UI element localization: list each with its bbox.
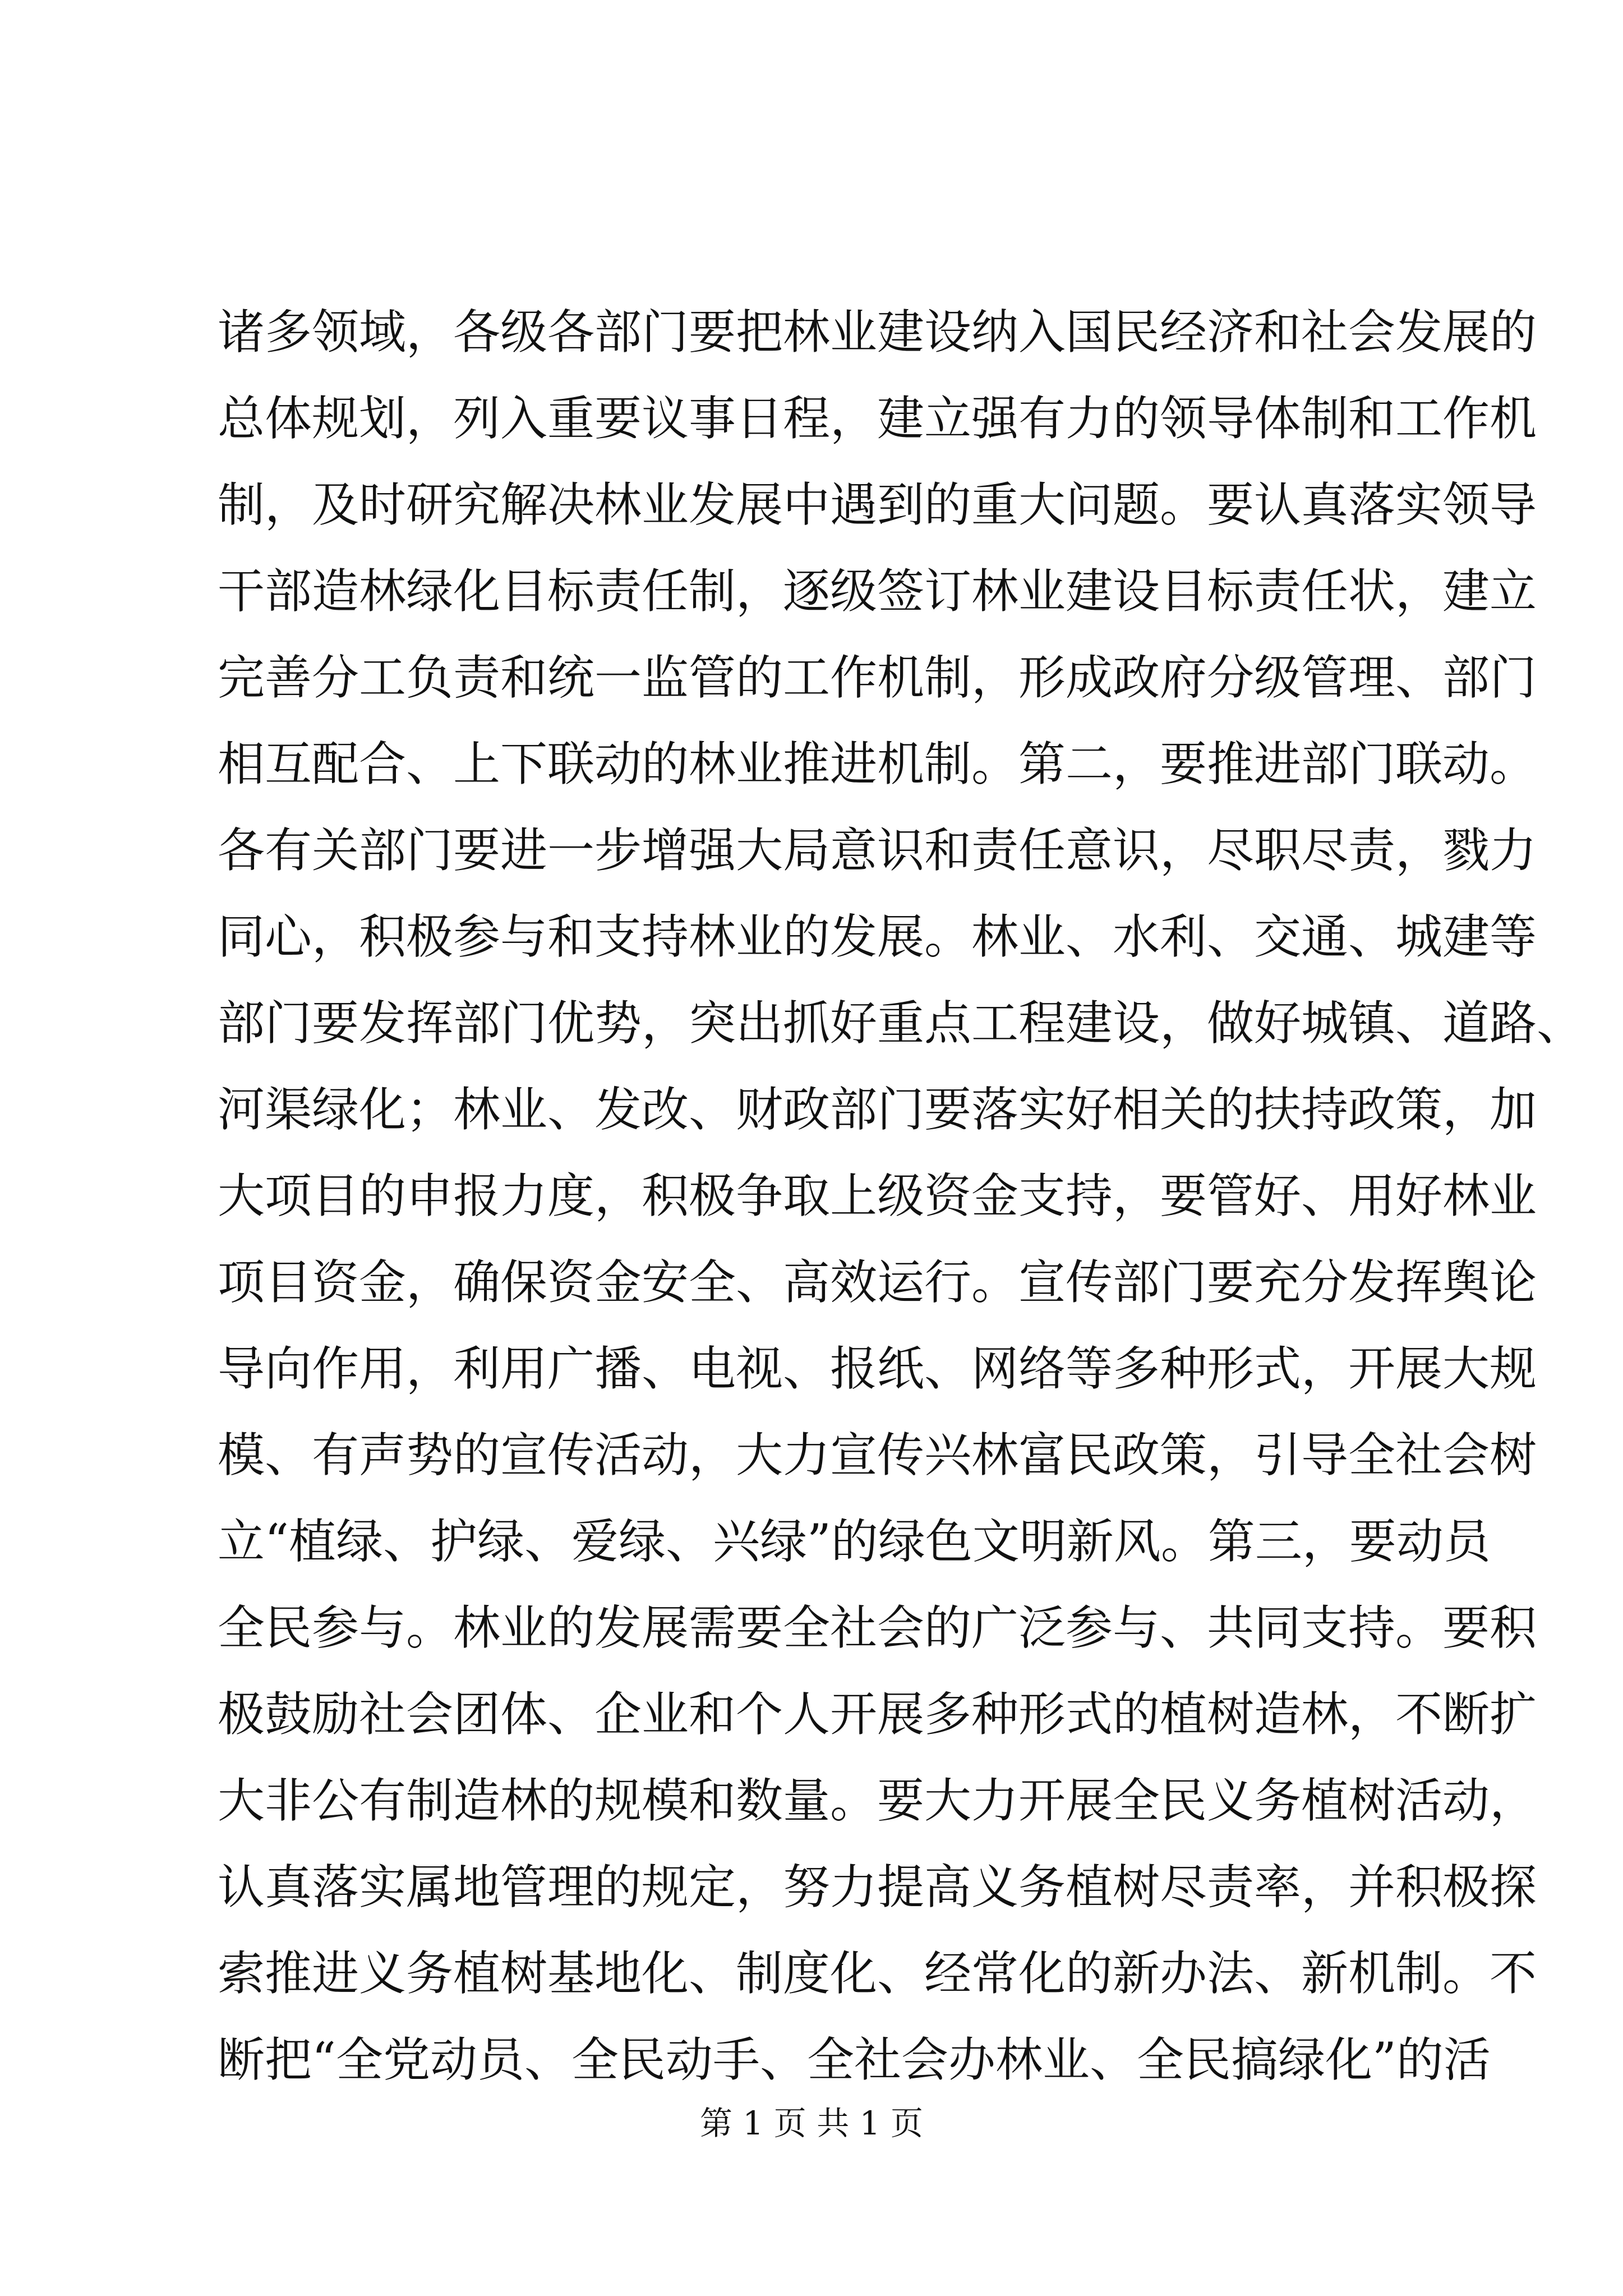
text-line: 全民参与。林业的发展需要全社会的广泛参与、共同支持。要积 bbox=[218, 1600, 1537, 1655]
text-line: 完善分工负责和统一监管的工作机制，形成政府分级管理、部门 bbox=[218, 650, 1537, 705]
text-line: 同心，积极参与和支持林业的发展。林业、水利、交通、城建等 bbox=[218, 909, 1537, 964]
text-line: 部门要发挥部门优势，突出抓好重点工程建设，做好城镇、道路、 bbox=[218, 996, 1584, 1051]
text-line: 各有关部门要进一步增强大局意识和责任意识，尽职尽责，戮力 bbox=[218, 823, 1537, 878]
text-line: 索推进义务植树基地化、制度化、经常化的新办法、新机制。不 bbox=[218, 1946, 1537, 2001]
body-text bbox=[218, 289, 1584, 2103]
text-line: 极鼓励社会团体、企业和个人开展多种形式的植树造林，不断扩 bbox=[218, 1687, 1537, 1742]
text-line: 制，及时研究解决林业发展中遇到的重大问题。要认真落实领导 bbox=[218, 477, 1537, 532]
text-line: 诸多领域，各级各部门要把林业建设纳入国民经济和社会发展的 bbox=[218, 305, 1537, 360]
text-line: 立“植绿、护绿、爱绿、兴绿”的绿色文明新风。第三，要动员 bbox=[218, 1514, 1491, 1569]
text-line: 干部造林绿化目标责任制，逐级签订林业建设目标责任状，建立 bbox=[218, 564, 1537, 619]
text-line: 大非公有制造林的规模和数量。要大力开展全民义务植树活动， bbox=[218, 1773, 1537, 1828]
page-footer: 第 1 页 共 1 页 bbox=[700, 2104, 923, 2142]
text-line: 项目资金，确保资金安全、高效运行。宣传部门要充分发挥舆论 bbox=[218, 1255, 1537, 1310]
text-line: 断把“全党动员、全民动手、全社会办林业、全民搞绿化”的活 bbox=[218, 2032, 1491, 2087]
text-line: 总体规划，列入重要议事日程，建立强有力的领导体制和工作机 bbox=[218, 391, 1537, 446]
text-line: 相互配合、上下联动的林业推进机制。第二，要推进部门联动。 bbox=[218, 737, 1537, 792]
text-line: 导向作用，利用广播、电视、报纸、网络等多种形式，开展大规 bbox=[218, 1341, 1537, 1396]
text-line: 大项目的申报力度，积极争取上级资金支持，要管好、用好林业 bbox=[218, 1168, 1537, 1223]
text-line: 模、有声势的宣传活动，大力宣传兴林富民政策，引导全社会树 bbox=[218, 1428, 1537, 1483]
text-line: 河渠绿化；林业、发改、财政部门要落实好相关的扶持政策，加 bbox=[218, 1082, 1537, 1137]
text-line: 认真落实属地管理的规定，努力提高义务植树尽责率，并积极探 bbox=[218, 1860, 1537, 1915]
